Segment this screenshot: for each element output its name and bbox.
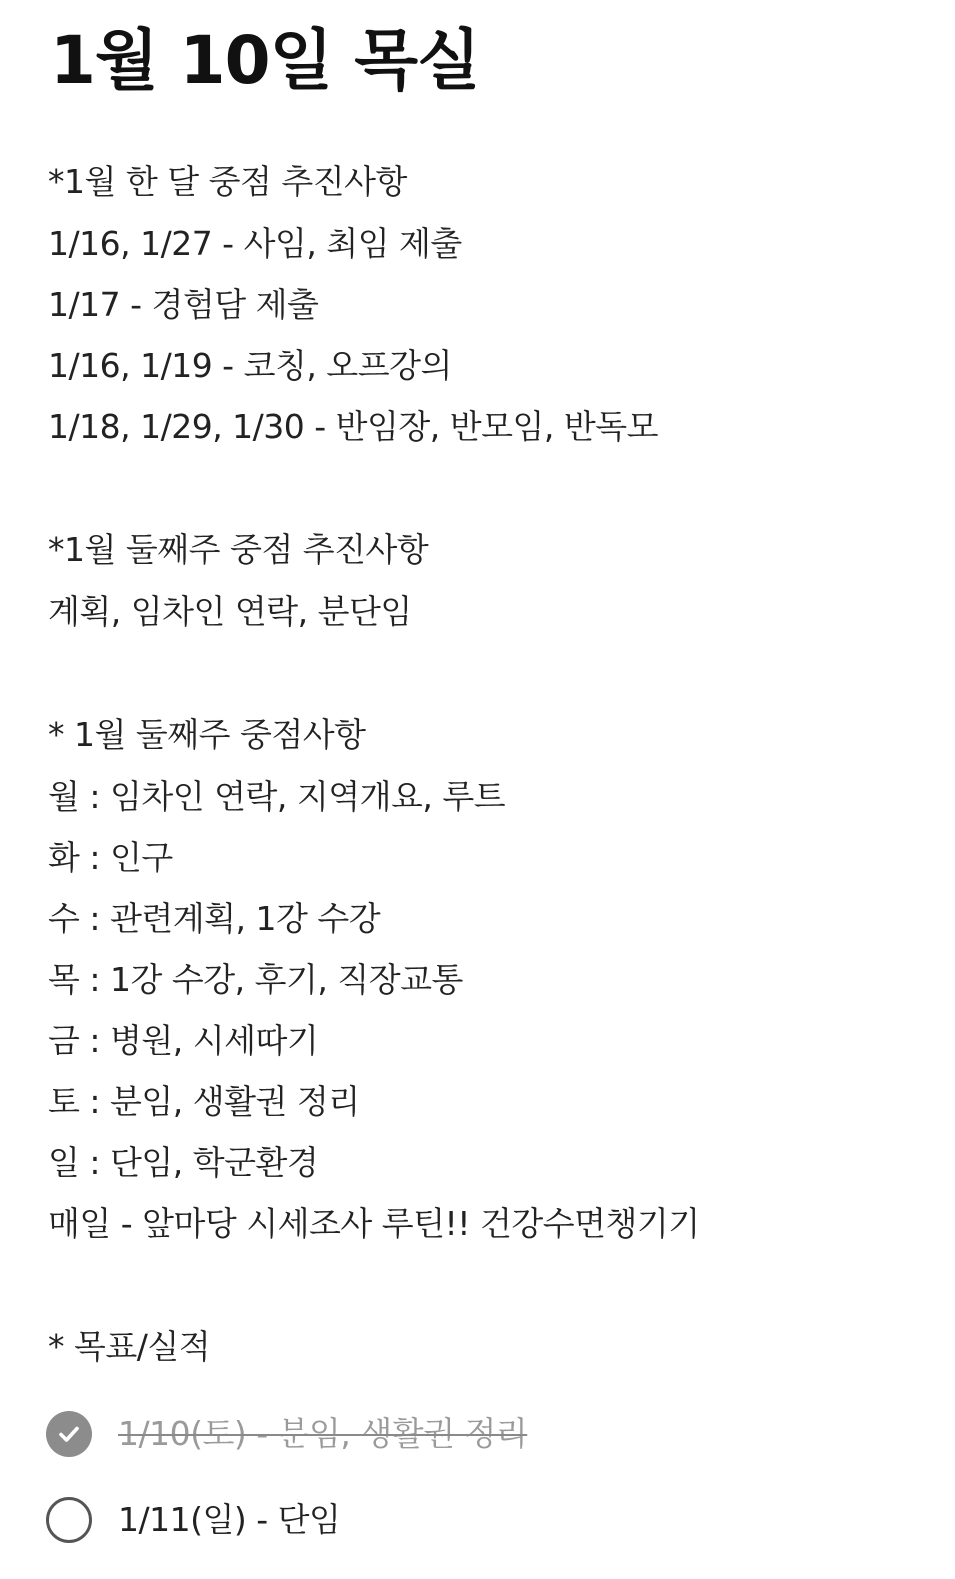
checklist-item[interactable]	[46, 1494, 340, 1546]
checklist-item-text: 1/11(일) - 단임	[118, 1500, 341, 1539]
monthly-item: 1/16, 1/19 - 코칭, 오프강의	[48, 346, 452, 385]
day-plan-daily: 매일 - 앞마당 시세조사 루틴!! 건강수면챙기기	[48, 1204, 700, 1243]
weekly-goal-item: 계획, 임차인 연락, 분단임	[48, 592, 412, 631]
checklist-item[interactable]	[46, 1408, 527, 1460]
monthly-item: 1/18, 1/29, 1/30 - 반임장, 반모임, 반독모	[48, 407, 659, 446]
section-heading-weekly-goals: *1월 둘째주 중점 추진사항	[48, 530, 429, 569]
checkmark-icon	[56, 1421, 82, 1447]
day-plan-sat: 토 : 분임, 생활권 정리	[48, 1082, 360, 1121]
checked-circle-icon[interactable]	[46, 1411, 92, 1457]
note-title: 1월 10일 목실	[50, 22, 480, 99]
section-heading-monthly: *1월 한 달 중점 추진사항	[48, 162, 407, 201]
day-plan-thu: 목 : 1강 수강, 후기, 직장교통	[48, 960, 463, 999]
monthly-item: 1/17 - 경험담 제출	[48, 285, 319, 324]
section-heading-goals-results: * 목표/실적	[48, 1327, 211, 1366]
day-plan-sun: 일 : 단임, 학군환경	[48, 1143, 319, 1182]
day-plan-tue: 화 : 인구	[48, 838, 173, 877]
day-plan-fri: 금 : 병원, 시세따기	[48, 1021, 319, 1060]
checklist-item-text: 1/10(토) - 분임, 생활권 정리	[118, 1414, 528, 1453]
section-heading-weekly-focus: * 1월 둘째주 중점사항	[48, 715, 366, 754]
monthly-item: 1/16, 1/27 - 사임, 최임 제출	[48, 224, 462, 263]
day-plan-mon: 월 : 임차인 연락, 지역개요, 루트	[48, 777, 506, 816]
unchecked-circle-icon[interactable]	[46, 1497, 92, 1543]
day-plan-wed: 수 : 관련계획, 1강 수강	[48, 899, 381, 938]
